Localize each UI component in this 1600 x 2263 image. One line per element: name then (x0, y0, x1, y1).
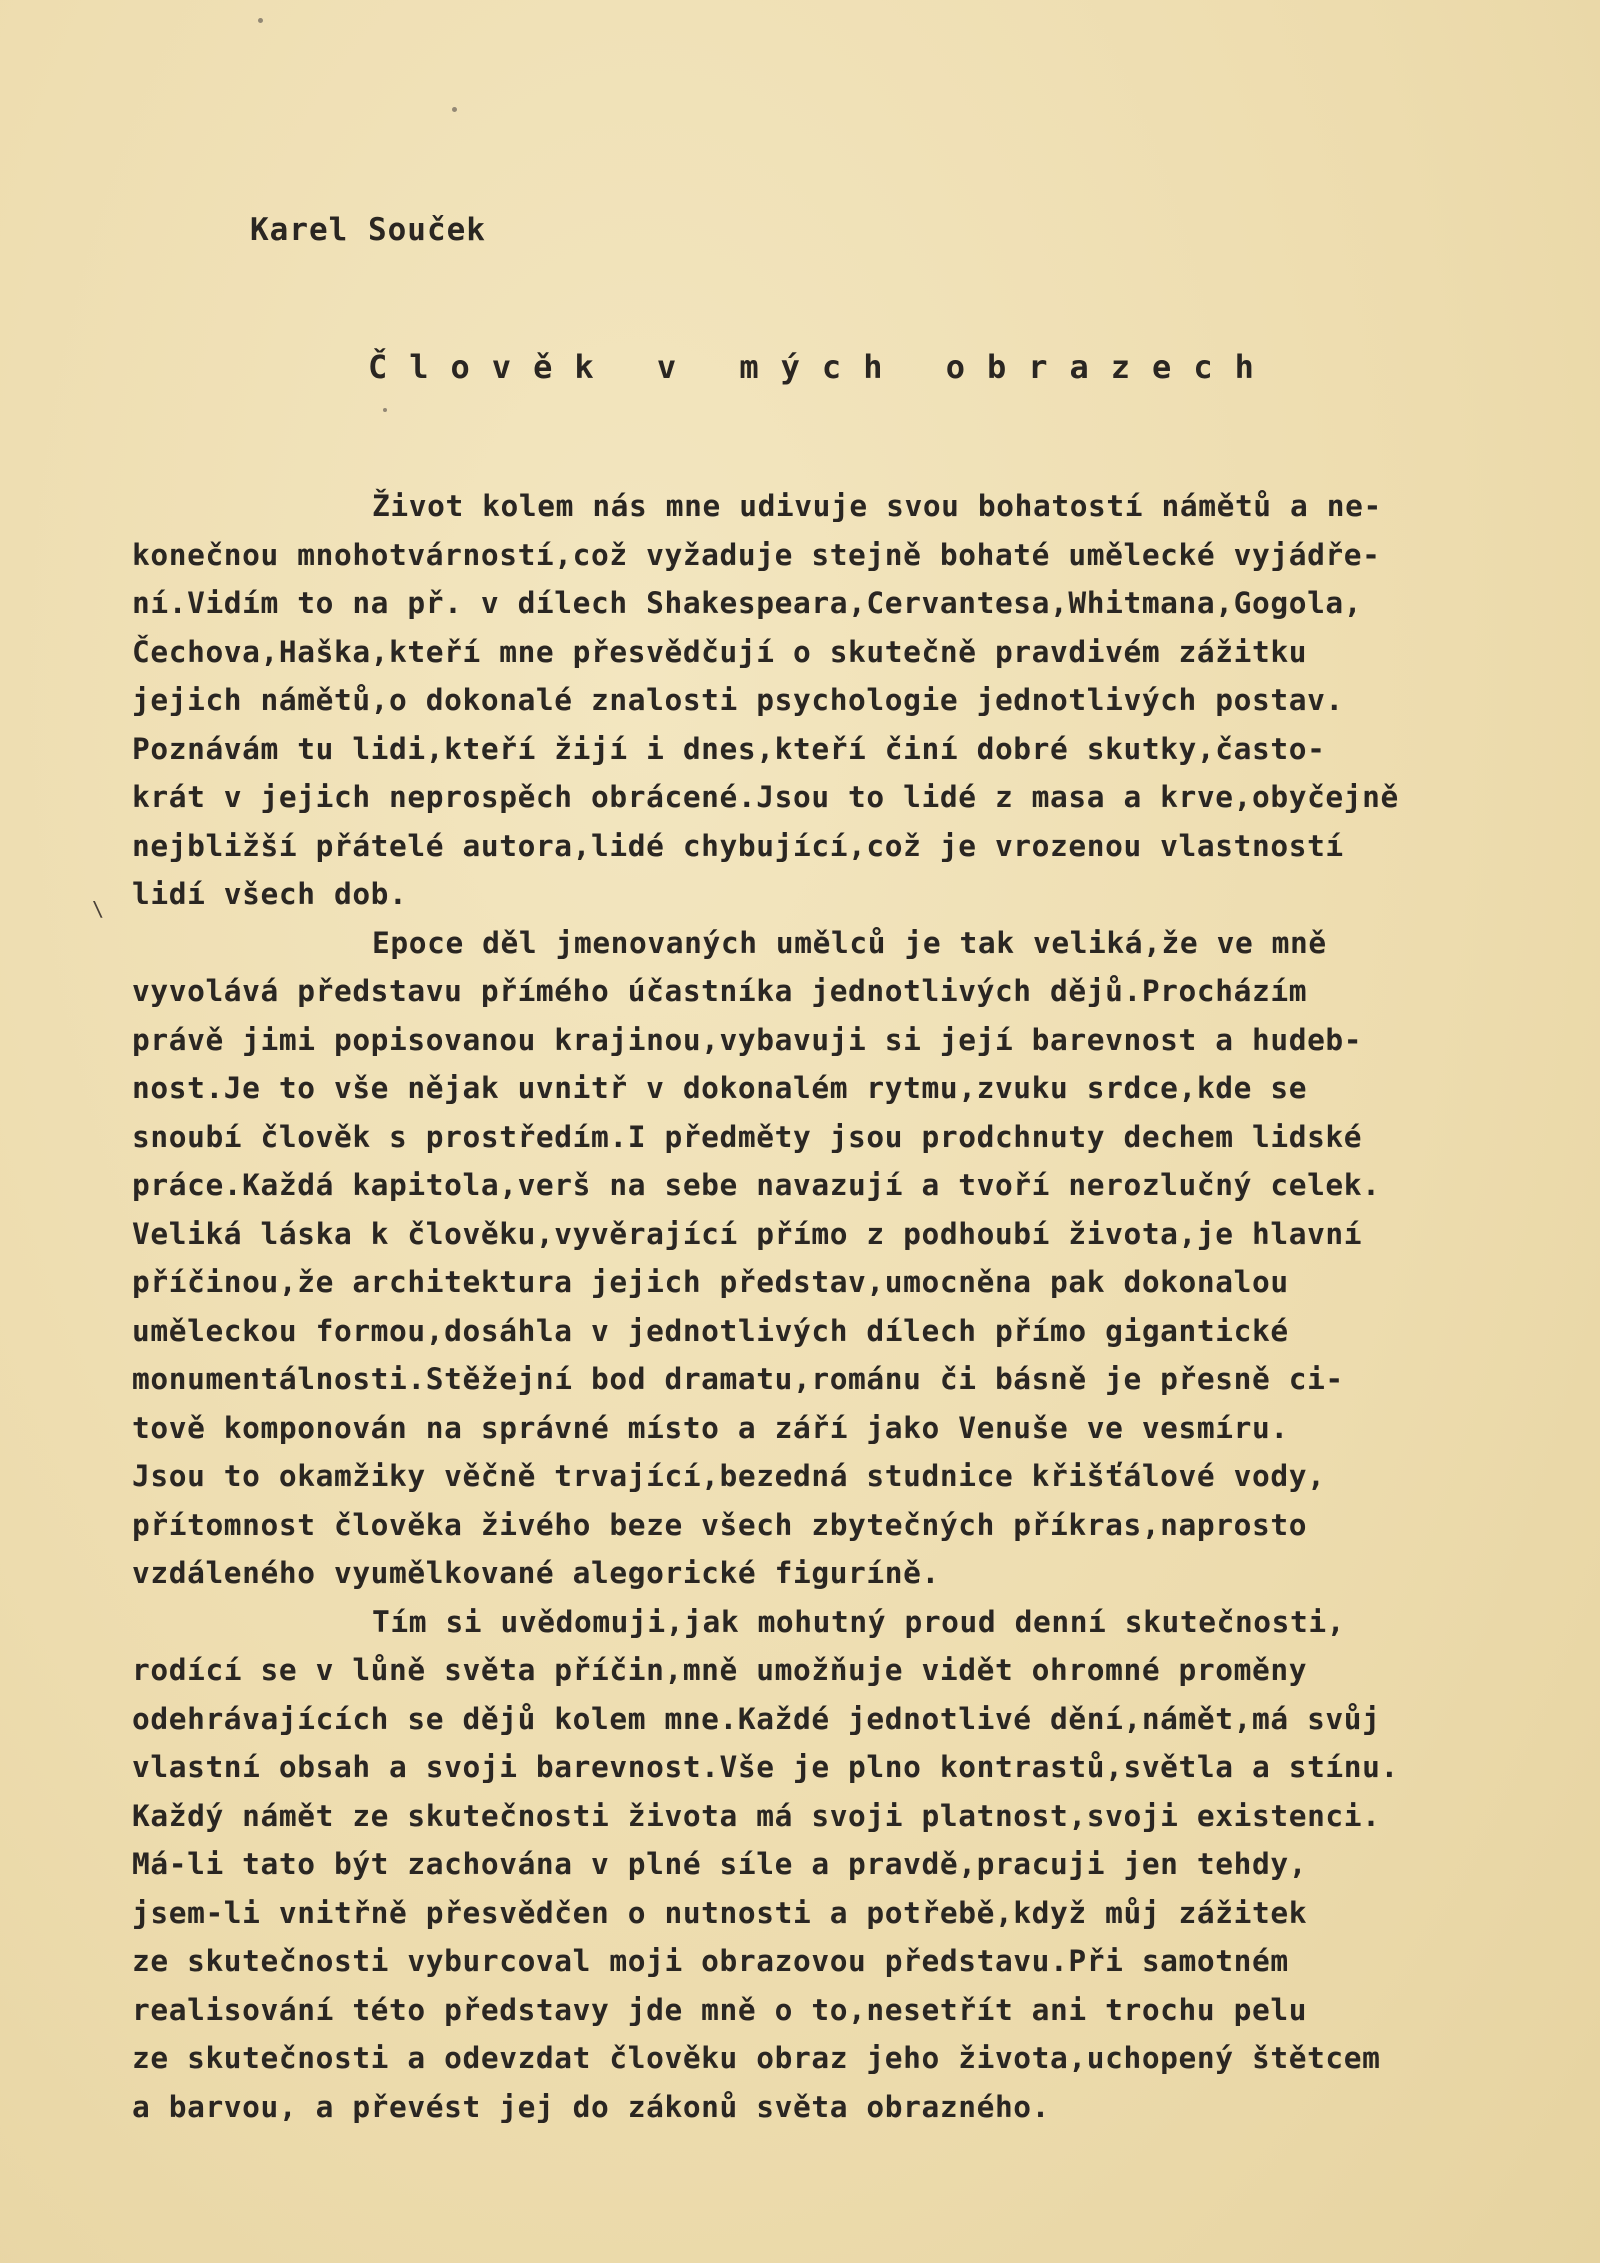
text-line: Jsou to okamžiky věčně trvající,bezedná studnice křišťálové vody, (132, 1459, 1326, 1493)
text-line: vzdáleného vyumělkované alegorické figuríně. (132, 1556, 940, 1590)
margin-mark: \ (92, 897, 105, 921)
text-line: jejich námětů,o dokonalé znalosti psychologie jednotlivých postav. (132, 683, 1344, 717)
text-line: ní.Vidím to na př. v dílech Shakespeara,Cervantesa,Whitmana,Gogola, (132, 586, 1363, 620)
text-line: Život kolem nás mne udivuje svou bohatostí námětů a ne- (372, 489, 1382, 523)
text-line: nost.Je to vše nějak uvnitř v dokonalém rytmu,zvuku srdce,kde se (132, 1071, 1308, 1105)
text-line: lidí všech dob. (132, 877, 408, 911)
text-line: práce.Každá kapitola,verš na sebe navazují a tvoří nerozlučný celek. (132, 1168, 1381, 1202)
text-line: Každý námět ze skutečnosti života má svoji platnost,svoji existenci. (132, 1798, 1381, 1833)
text-line: a barvou, a převést jej do zákonů světa obrazného. (132, 2089, 1051, 2124)
text-line: právě jimi popisovanou krajinou,vybavuji si její barevnost a hudeb- (132, 1022, 1363, 1057)
author-name: Karel Souček (250, 212, 486, 248)
text-line: vlastní obsah a svoji barevnost.Vše je plno kontrastů,světla a stínu. (132, 1750, 1399, 1784)
text-line: ze skutečnosti vyburcoval moji obrazovou představu.Při samotném (132, 1944, 1289, 1978)
text-line: tově komponován na správné místo a září jako Venuše ve vesmíru. (132, 1410, 1289, 1445)
text-line: ze skutečnosti a odevzdat člověku obraz jeho života,uchopený štětcem (132, 2041, 1381, 2075)
text-line: Veliká láska k člověku,vyvěrající přímo z podhoubí života,je hlavní (132, 1216, 1363, 1251)
text-line: Tím si uvědomuji,jak mohutný proud denní skutečnosti, (372, 1604, 1346, 1639)
text-line: Poznávám tu lidi,kteří žijí i dnes,kteří činí dobré skutky,často- (132, 731, 1326, 766)
text-line: nejbližší přátelé autora,lidé chybující,což je vrozenou vlastností (132, 828, 1344, 863)
text-line: realisování této představy jde mně o to,nesetřít ani trochu pelu (132, 1992, 1308, 2027)
document-title: Člověk v mých obrazech (368, 348, 1276, 386)
text-line: přítomnost člověka živého beze všech zbytečných příkras,naprosto (132, 1507, 1308, 1542)
text-line: rodící se v lůně světa příčin,mně umožňuje vidět ohromné proměny (132, 1653, 1308, 1687)
paper-speck (452, 107, 457, 112)
paper-speck (258, 18, 263, 23)
document-body (132, 482, 1492, 2131)
text-line: Epoce děl jmenovaných umělců je tak veliká,že ve mně (372, 925, 1327, 960)
text-line: monumentálnosti.Stěžejní bod dramatu,románu či básně je přesně ci- (132, 1362, 1344, 1396)
text-line: konečnou mnohotvárností,což vyžaduje stejně bohaté umělecké vyjádře- (132, 537, 1381, 572)
text-line: odehrávajících se dějů kolem mne.Každé jednotlivé dění,námět,má svůj (132, 1701, 1381, 1736)
text-line: příčinou,že architektura jejich představ,umocněna pak dokonalou (132, 1265, 1289, 1299)
text-line: uměleckou formou,dosáhla v jednotlivých dílech přímo gigantické (132, 1313, 1289, 1348)
text-line: Čechova,Haška,kteří mne přesvědčují o skutečně pravdivém zážitku (132, 634, 1308, 669)
text-line: snoubí člověk s prostředím.I předměty jsou prodchnuty dechem lidské (132, 1119, 1363, 1154)
text-line: vyvolává představu přímého účastníka jednotlivých dějů.Procházím (132, 974, 1308, 1008)
text-line: krát v jejich neprospěch obrácené.Jsou to lidé z masa a krve,obyčejně (132, 780, 1399, 814)
text-line: Má-li tato být zachována v plné síle a pravdě,pracuji jen tehdy, (132, 1847, 1308, 1881)
text-line: jsem-li vnitřně přesvědčen o nutnosti a potřebě,když můj zážitek (132, 1895, 1308, 1930)
paper-speck (383, 408, 387, 412)
